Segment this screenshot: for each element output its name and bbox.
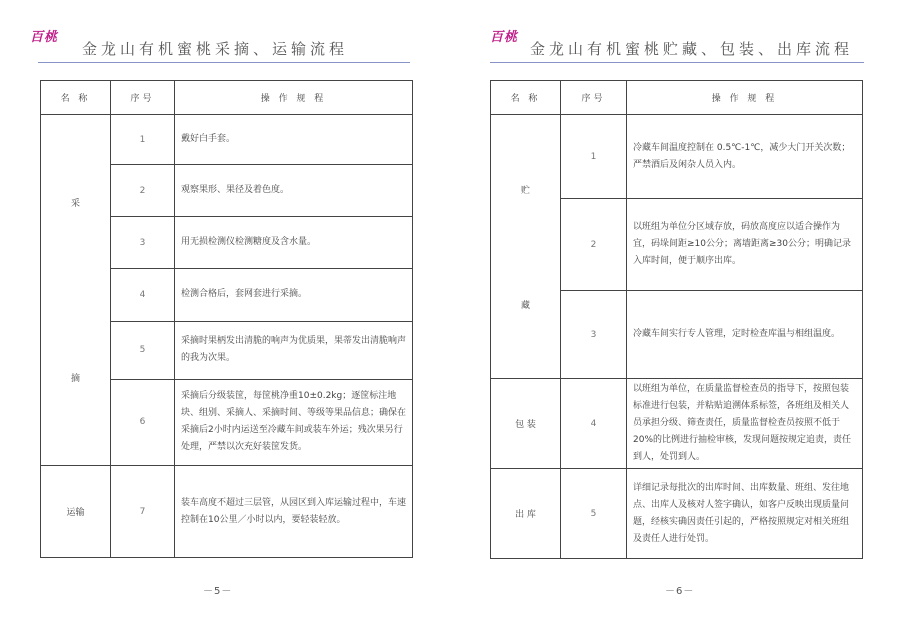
group-name-char: 运输 [66,508,85,518]
table-header-row [491,81,863,115]
header-name: 名 称 [41,81,111,115]
row-text: 冷藏车间实行专人管理，定时检查库温与相组温度。 [627,291,863,379]
right-page [450,0,900,618]
row-text: 采摘后分级装筐，每筐桃净重10±0.2kg；逐筐标注地块、组别、采摘人、采摘时间、等级等果品信息；确保在采摘后2小时内运送至冷藏车间或装车外运；残次果另行处理，严禁以次充好装筐发货。 [175,379,413,465]
table-row [491,469,863,559]
row-number: 5 [561,469,627,559]
group-name-char: 包 装 [515,420,536,430]
row-number: 2 [561,199,627,291]
header-operation: 操 作 规 程 [627,81,863,115]
header-name: 名 称 [491,81,561,115]
group-name-cell [491,469,561,559]
row-text: 以班组为单位，在质量监督检查员的指导下，按照包装标准进行包装，并粘贴追溯体系标签，各班组及相关人员承担分级、筛查责任，质量监督检查员按照不低于20%的比例进行抽检审核，发现问题按规定追责，责任到人，处罚到人。 [627,379,863,469]
row-text: 用无损检测仪检测糖度及含水量。 [175,217,413,269]
header-operation: 操 作 规 程 [175,81,413,115]
page-number: －5－ [203,586,233,597]
row-text: 以班组为单位分区域存放，码放高度应以适合操作为宜，码垛间距≥10公分；离墙距离≥30公分；明确记录入库时间，便于顺序出库。 [627,199,863,291]
row-text: 观察果形、果径及着色度。 [175,165,413,217]
row-number: 3 [111,217,175,269]
group-name-char: 摘 [70,374,80,384]
group-name-char: 藏 [520,300,530,311]
brand-logo: 百桃 [490,30,519,45]
row-number: 4 [561,379,627,469]
row-number: 2 [111,165,175,217]
row-text: 详细记录每批次的出库时间、出库数量、班组、发往地点、出库人及核对人签字确认，如客户反映出现质量问题，经核实确因责任引起的，严格按照规定对相关班组及责任人进行处罚。 [627,469,863,559]
table-row [41,115,413,165]
group-name-char: 贮 [520,185,530,196]
page-title: 金龙山有机蜜桃采摘、运输流程 [82,40,349,58]
table-row [41,466,413,558]
row-number: 4 [111,269,175,321]
header-number: 序号 [111,81,175,115]
group-name-cell [491,115,561,379]
header-number: 序号 [561,81,627,115]
row-number: 7 [111,466,175,558]
table-row [491,379,863,469]
table-header-row [41,81,413,115]
row-number: 3 [561,291,627,379]
brand-logo: 百桃 [30,30,59,45]
row-text: 戴好白手套。 [175,115,413,165]
row-number: 5 [111,321,175,379]
group-name-cell [491,379,561,469]
procedure-table [40,80,413,558]
page-title: 金龙山有机蜜桃贮藏、包装、出库流程 [530,40,854,58]
title-rule [490,62,864,63]
procedure-table [490,80,863,559]
row-text: 检测合格后，套网套进行采摘。 [175,269,413,321]
row-text: 冷藏车间温度控制在 0.5℃-1℃，减少大门开关次数；严禁酒后及闲杂人员入内。 [627,115,863,199]
row-text: 采摘时果柄发出清脆的响声为优质果，果蒂发出清脆响声的我为次果。 [175,321,413,379]
table-row [491,115,863,199]
group-name-char: 采 [70,199,80,209]
row-number: 1 [111,115,175,165]
row-number: 6 [111,379,175,465]
row-number: 1 [561,115,627,199]
page-number: －6－ [665,586,695,597]
group-name-cell [41,115,111,466]
title-rule [38,62,410,63]
group-name-char: 出 库 [515,510,536,520]
group-name-cell [41,466,111,558]
row-text: 装车高度不超过三层管，从园区到入库运输过程中，车速控制在10公里／小时以内，要轻装轻放。 [175,466,413,558]
